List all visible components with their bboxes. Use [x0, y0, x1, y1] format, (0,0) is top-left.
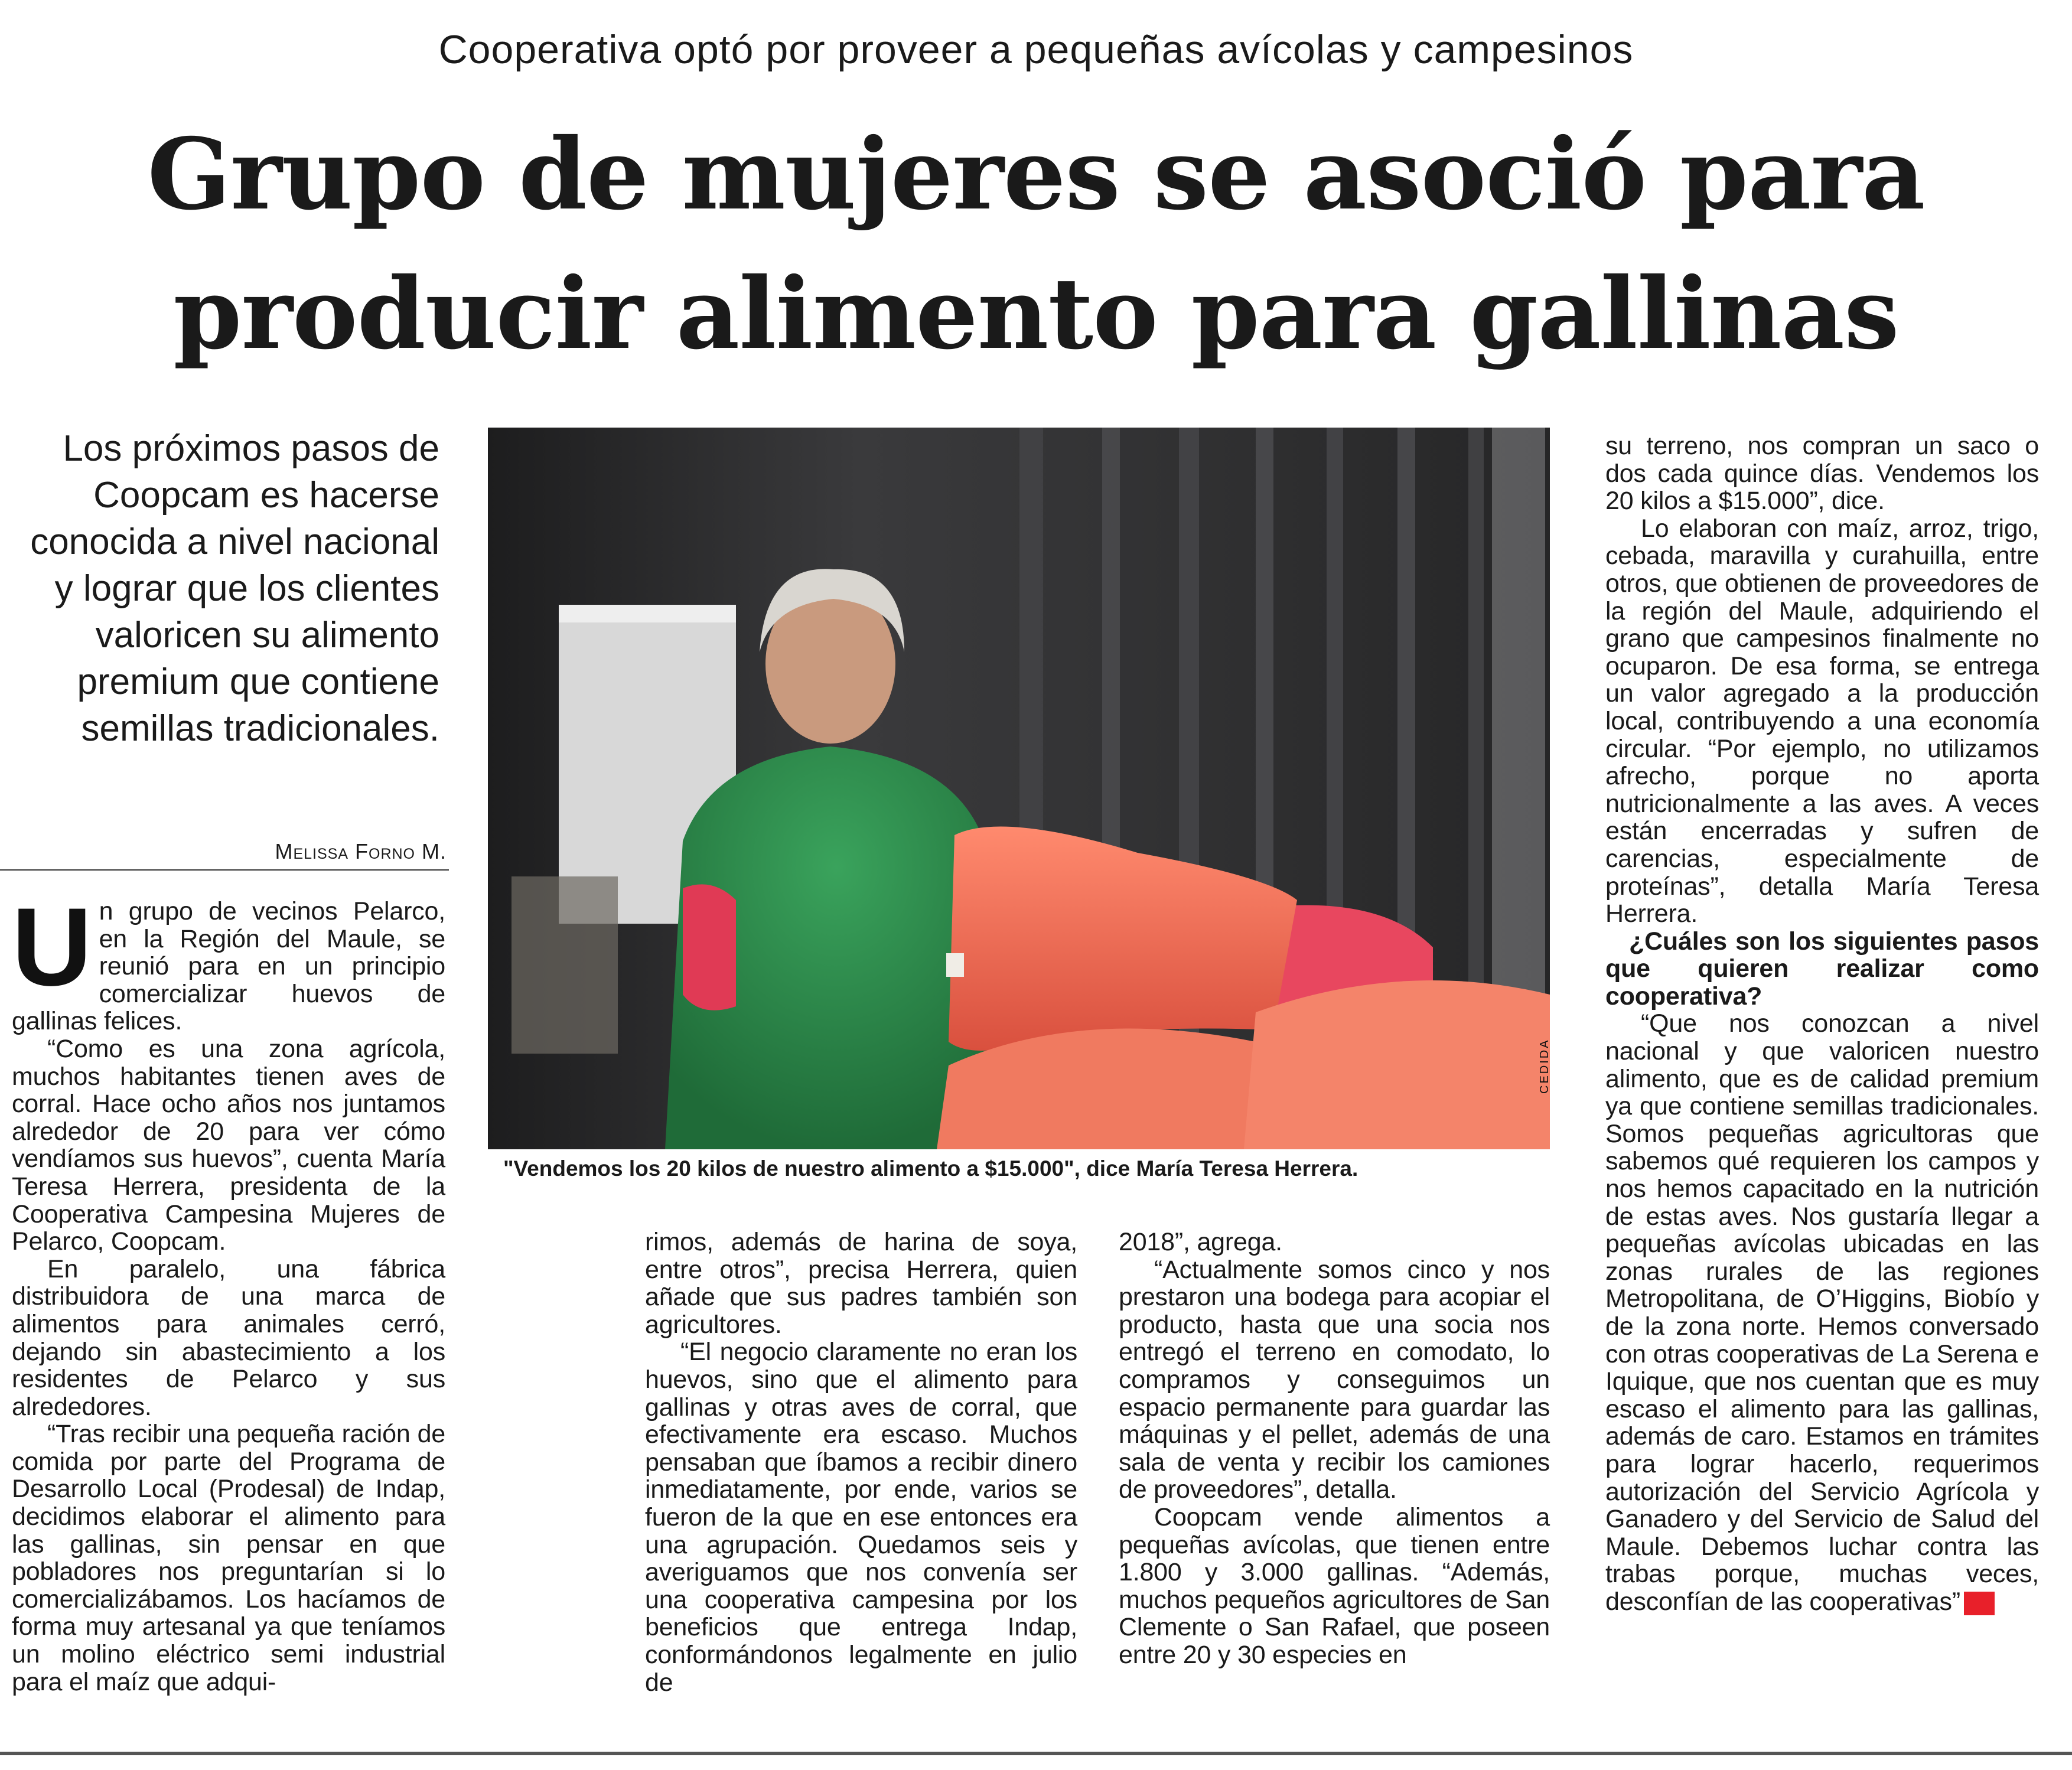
column-3	[1119, 1228, 1550, 1669]
col1-paragraph-1-text: n grupo de vecinos Pelarco, en la Región del Maule, se reunió para en un principio comercializar huevos de gallinas felices.	[12, 897, 445, 1036]
photo-illustration	[488, 428, 1550, 1149]
headline-line-2: producir alimento para gallinas	[173, 256, 1899, 371]
end-mark-icon: M	[1964, 1592, 1995, 1615]
stacked-sacks-left	[512, 876, 618, 1054]
page-bottom-rule	[0, 1752, 2072, 1755]
drop-cap: U	[12, 885, 92, 1009]
byline: Melissa Forno M.	[275, 839, 447, 863]
interview-question: ¿Cuáles son los siguientes pasos que quieren realizar como cooperativa?	[1605, 927, 2039, 1011]
article-photo	[488, 428, 1550, 1149]
col1-paragraph-1	[12, 885, 445, 1036]
col4-paragraph-2: Lo elaboran con maíz, arroz, trigo, cebada, maravilla y curahuilla, entre otros, que obtienen de proveedores de la región del Maule, adquiriendo el grano que campesinos finalmente no ocuparon. De esa forma, se entrega un valor agregado a la producción local, contribuyendo a una economía circular. “Por ejemplo, no utilizamos afrecho, porque no aporta nutricionalmente a las aves. A veces están encerradas y sufren de carencias, especialmente de proteínas”, detalla María Teresa Herrera.	[1605, 514, 2039, 928]
col2-paragraph-1: rimos, además de harina de soya, entre otros”, precisa Herrera, quien añade que sus padres también son agricultores.	[645, 1228, 1077, 1339]
byline-rule	[0, 869, 449, 871]
orange-sack-right	[1244, 980, 1550, 1149]
headline-line-1: Grupo de mujeres se asoció para	[147, 117, 1925, 232]
col1-paragraph-3: En paralelo, una fábrica distribuidora de una marca de alimentos para animales cerró, dejando sin abastecimiento a los residentes de Pelarco y sus alrededores.	[12, 1254, 445, 1421]
pink-sack-left	[683, 884, 736, 1010]
col3-paragraph-3: Coopcam vende alimentos a pequeñas avícolas, que tienen entre 1.800 y 3.000 gallinas. “Además, muchos pequeños agricultores de San Clemente o San Rafael, que poseen entre 20 y 30 especies en	[1119, 1502, 1550, 1669]
col3-paragraph-2: “Actualmente somos cinco y nos prestaron una bodega para acopiar el producto, hasta que una socia nos entregó el terreno en comodato, lo compramos y conseguimos un espacio permanente para guardar las máquinas y el pellet, además de una sala de venta y recibir los camiones de proveedores”, detalla.	[1119, 1255, 1550, 1504]
col2-paragraph-2: “El negocio claramente no eran los huevos, sino que el alimento para gallinas y otras aves de corral, que efectivamente era escaso. Muchos pensaban que íbamos a recibir dinero inmediatamente, por ende, varios se fueron de la que en ese entonces era una agrupación. Quedamos seis y averiguamos que nos convenía ser una cooperativa campesina por los beneficios que entrega Indap, conformándonos legalmente en julio de	[645, 1338, 1077, 1697]
photo-caption: "Vendemos los 20 kilos de nuestro alimento a $15.000", dice María Teresa Herrera.	[503, 1156, 1358, 1181]
col4-paragraph-1: su terreno, nos compran un saco o dos cada quince días. Vendemos los 20 kilos a $15.000”, dice.	[1605, 432, 2039, 516]
column-1	[12, 885, 445, 1696]
col4-paragraph-3-text: “Que nos conozcan a nivel nacional y que valoricen nuestro alimento, que es de calidad premium ya que contiene semillas tradicionales. Somos pequeñas agricultoras que sabemos qué requieren los campos y nos hemos capacitado en la nutrición de estas aves. Nos gustaría llegar a pequeñas avícolas ubicadas en las zonas rurales de las regiones Metropolitana, de O’Higgins, Biobío y de la zona norte. Hemos conversado con otras cooperativas de La Serena e Iquique, que nos cuentan que es muy escaso el alimento para las gallinas, además de caro. Estamos en trámites para lograr hacerlo, requerimos autorización del Servicio Agrícola y Ganadero y del Servicio de Salud del Maule. Debemos luchar contra las trabas porque, muchas veces, desconfían de las cooperativas”	[1605, 1009, 2039, 1616]
article-kicker: Cooperativa optó por proveer a pequeñas avícolas y campesinos	[438, 27, 1634, 72]
col4-paragraph-3	[1605, 1010, 2039, 1615]
col1-paragraph-2: “Como es una zona agrícola, muchos habitantes tienen aves de corral. Hace ocho años nos juntamos alrededor de 20 para ver cómo vendíamos sus huevos”, cuenta María Teresa Herrera, presidenta de la Cooperativa Campesina Mujeres de Pelarco, Coopcam.	[12, 1034, 445, 1256]
article-headline	[0, 105, 2072, 384]
sack-tag	[946, 953, 964, 977]
photo-credit: CEDIDA	[1538, 1038, 1551, 1094]
column-4	[1605, 432, 2039, 1616]
col1-paragraph-4: “Tras recibir una pequeña ración de comida por parte del Programa de Desarrollo Local (Prodesal) de Indap, decidimos elaborar el alimento para las gallinas, sin pensar en que pobladores nos preguntarían si lo comercializábamos. Los hacíamos de forma muy artesanal ya que teníamos un molino eléctrico semi industrial para el maíz que adqui-	[12, 1420, 445, 1696]
col3-paragraph-1: 2018”, agrega.	[1119, 1228, 1282, 1256]
column-2	[645, 1228, 1077, 1696]
article-deck: Los próximos pasos de Coopcam es hacerse conocida a nivel nacional y lograr que los clientes valoricen su alimento premium que contiene semillas tradicionales.	[30, 428, 439, 749]
